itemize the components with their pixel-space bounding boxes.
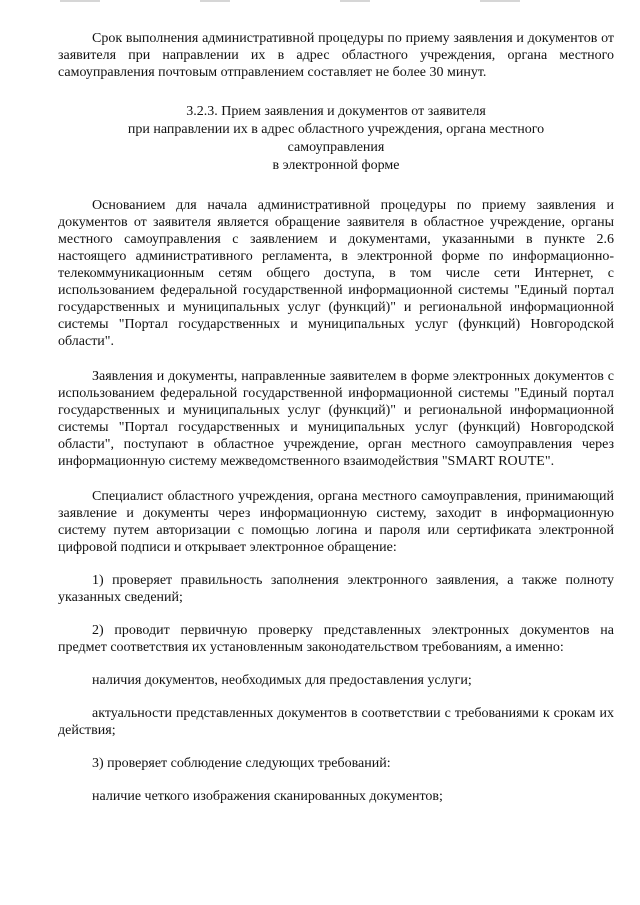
list-item-2: 2) проводит первичную проверку представленных электронных документов на предмет соответствия их установленным законодательством требованиям, а именно: (58, 623, 614, 655)
paragraph-received-documents: Заявления и документы, направленные заявителем в форме электронных документов с использованием федеральной государственной информационной системы "Единый портал государственных и муниципальных услуг (функций)" и региональной информационной системы "Портал государственных и муниципальных услуг (функций) Новгородской области", поступают в областное учреждение, орган местного самоуправления через информационную систему межведомственного взаимодействия "SMART ROUTE". (58, 369, 614, 469)
heading-line-4: в электронной форме (272, 158, 400, 173)
list-subitem-scan-quality: наличие четкого изображения сканированных документов; (92, 789, 443, 804)
heading-line-2: при направлении их в адрес областного учреждения, органа местного (127, 122, 545, 137)
paragraph-basis: Основанием для начала административной процедуры по приему заявления и документов от заявителя является обращение заявителя в областное учреждение, органы местного самоуправления с заявлением и документами, указанными в пункте 2.6 настоящего административного регламента, в электронной форме по информационно-телекоммуникационным сетям общего доступа, в том числе сети Интернет, с использованием федеральной государственной информационной системы "Единый портал государственных и муниципальных услуг (функций)" и региональной информационной системы "Портал государственных и муниципальных услуг (функций) Новгородской области". (58, 198, 614, 349)
paragraph-specialist: Специалист областного учреждения, органа местного самоуправления, принимающий заявление и документы через информационную систему, заходит в информационную систему путем авторизации с помощью логина и пароля или сертификата электронной цифровой подписи и открывает электронное обращение: (58, 489, 614, 555)
scan-edge-marks (0, 0, 640, 8)
list-item-3: 3) проверяет соблюдение следующих требований: (92, 756, 391, 771)
list-subitem-documents-actuality: актуальности представленных документов в соответствии с требованиями к срокам их действия; (58, 706, 614, 738)
paragraph-deadline: Срок выполнения административной процедуры по приему заявления и документов от заявителя при направлении их в адрес областного учреждения, органа местного самоуправления почтовым отправлением составляет не более 30 минут. (58, 31, 614, 80)
heading-line-1: 3.2.3. Прием заявления и документов от заявителя (186, 104, 486, 119)
list-subitem-documents-presence: наличия документов, необходимых для предоставления услуги; (92, 673, 472, 688)
list-item-1: 1) проверяет правильность заполнения электронного заявления, а также полноту указанных сведений; (58, 573, 614, 605)
document-body (58, 30, 614, 823)
heading-line-3: самоуправления (287, 140, 385, 155)
section-heading (58, 103, 614, 175)
